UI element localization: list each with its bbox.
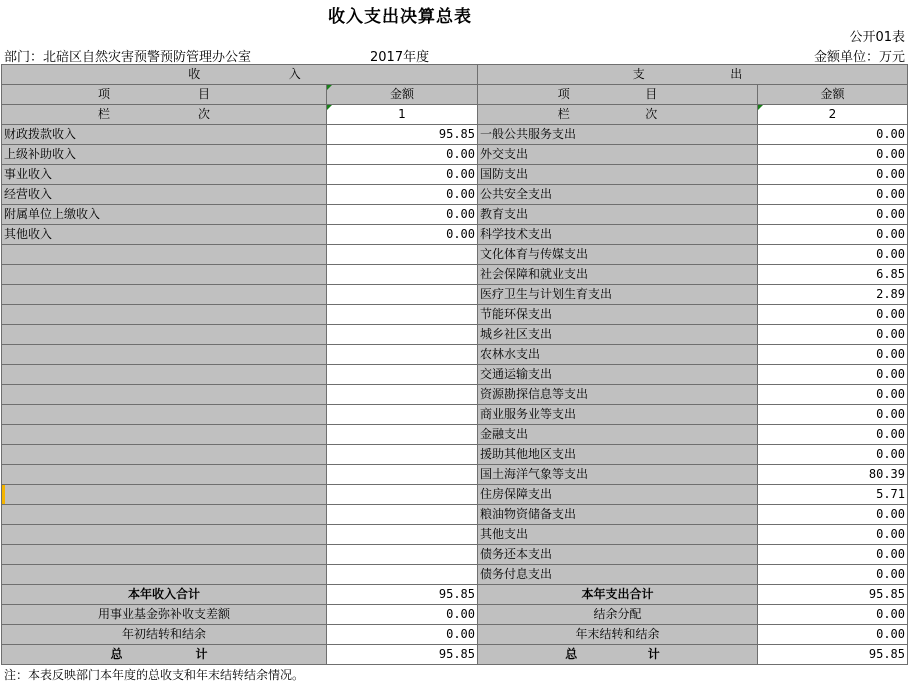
total-label-char: 计 — [647, 647, 660, 661]
income-amount-cell[interactable] — [327, 245, 478, 265]
income-item-cell[interactable] — [2, 545, 327, 565]
income-amount-cell[interactable] — [327, 265, 478, 285]
item-header-char: 目 — [645, 87, 658, 101]
income-item-cell[interactable]: 事业收入 — [2, 165, 327, 185]
column-no-char: 栏 — [557, 107, 570, 121]
income-item-cell[interactable] — [2, 405, 327, 425]
total-label-char: 计 — [195, 647, 208, 661]
item-header-char: 项 — [97, 87, 110, 101]
income-item-cell[interactable] — [2, 305, 327, 325]
table-row — [2, 205, 908, 225]
table-row — [2, 365, 908, 385]
income-amount-cell[interactable] — [327, 445, 478, 465]
table-row — [2, 145, 908, 165]
expense-column-no[interactable]: 2 — [758, 105, 908, 125]
expense-section-char: 出 — [730, 67, 743, 81]
expense-amount-cell[interactable]: 5.71 — [758, 485, 908, 505]
expense-amount-cell[interactable]: 0.00 — [758, 185, 908, 205]
table-row — [2, 465, 908, 485]
expense-amount-cell[interactable]: 0.00 — [758, 325, 908, 345]
expense-item-cell[interactable]: 节能环保支出 — [478, 305, 758, 325]
income-amount-cell[interactable]: 0.00 — [327, 225, 478, 245]
expense-item-cell[interactable]: 交通运输支出 — [478, 365, 758, 385]
total-label-char: 总 — [565, 647, 578, 661]
expense-amount-cell[interactable]: 0.00 — [758, 125, 908, 145]
expense-item-cell[interactable]: 金融支出 — [478, 425, 758, 445]
column-no-char: 次 — [645, 107, 658, 121]
table-row — [2, 325, 908, 345]
form-number: 公开01表 — [849, 30, 905, 45]
summary-expense-label[interactable]: 本年支出合计 — [478, 585, 758, 605]
amount-unit: 金额单位：万元 — [813, 50, 905, 65]
summary-income-label[interactable]: 用事业基金弥补收支差额 — [2, 605, 327, 625]
income-item-cell[interactable] — [2, 325, 327, 345]
income-amount-cell[interactable] — [327, 545, 478, 565]
income-item-cell[interactable] — [2, 345, 327, 365]
table-row — [2, 405, 908, 425]
department-label: 部门：北碚区自然灾害预警预防管理办公室 — [4, 50, 252, 65]
expense-item-cell[interactable]: 商业服务业等支出 — [478, 405, 758, 425]
expense-amount-cell[interactable]: 0.00 — [758, 365, 908, 385]
footnote: 注：本表反映部门本年度的总收支和年末结转结余情况。 — [4, 668, 305, 682]
expense-amount-cell[interactable]: 0.00 — [758, 525, 908, 545]
income-amount-cell[interactable] — [327, 505, 478, 525]
expense-amount-cell[interactable]: 0.00 — [758, 305, 908, 325]
income-amount-cell[interactable]: 0.00 — [327, 145, 478, 165]
income-item-cell[interactable] — [2, 425, 327, 445]
income-item-cell[interactable]: 经营收入 — [2, 185, 327, 205]
expense-item-cell[interactable]: 外交支出 — [478, 145, 758, 165]
table-row — [2, 185, 908, 205]
income-amount-cell[interactable]: 0.00 — [327, 165, 478, 185]
expense-amount-cell[interactable]: 0.00 — [758, 385, 908, 405]
expense-amount-cell[interactable]: 0.00 — [758, 505, 908, 525]
income-item-cell[interactable] — [2, 245, 327, 265]
column-no-char: 栏 — [97, 107, 110, 121]
expense-amount-header[interactable]: 金额 — [758, 85, 908, 105]
expense-item-cell[interactable]: 一般公共服务支出 — [478, 125, 758, 145]
table-row — [2, 305, 908, 325]
total-row — [2, 645, 908, 665]
table-row — [2, 445, 908, 465]
expense-item-cell[interactable]: 粮油物资储备支出 — [478, 505, 758, 525]
summary-expense-amount[interactable]: 0.00 — [758, 625, 908, 645]
table-row — [2, 425, 908, 445]
expense-item-cell[interactable]: 援助其他地区支出 — [478, 445, 758, 465]
income-item-cell[interactable]: 附属单位上缴收入 — [2, 205, 327, 225]
summary-row — [2, 585, 908, 605]
income-amount-cell[interactable] — [327, 565, 478, 585]
table-row — [2, 245, 908, 265]
table-row — [2, 285, 908, 305]
expense-item-cell[interactable]: 住房保障支出 — [478, 485, 758, 505]
table-row — [2, 385, 908, 405]
expense-item-cell[interactable]: 农林水支出 — [478, 345, 758, 365]
income-amount-cell[interactable] — [327, 405, 478, 425]
expense-amount-cell[interactable]: 0.00 — [758, 165, 908, 185]
income-item-cell[interactable] — [2, 525, 327, 545]
income-amount-cell[interactable] — [327, 345, 478, 365]
expense-amount-cell[interactable]: 0.00 — [758, 545, 908, 565]
income-amount-cell[interactable] — [327, 525, 478, 545]
table-row — [2, 165, 908, 185]
income-amount-cell[interactable] — [327, 305, 478, 325]
income-item-cell[interactable] — [2, 485, 327, 505]
total-expense-label[interactable] — [478, 645, 758, 665]
summary-income-amount[interactable]: 0.00 — [327, 625, 478, 645]
income-amount-cell[interactable] — [327, 465, 478, 485]
income-column-no[interactable]: 1 — [327, 105, 478, 125]
table-row — [2, 225, 908, 245]
income-amount-cell[interactable] — [327, 285, 478, 305]
income-amount-cell[interactable] — [327, 385, 478, 405]
income-item-cell[interactable] — [2, 385, 327, 405]
expense-item-cell[interactable]: 债务付息支出 — [478, 565, 758, 585]
income-item-header[interactable] — [2, 85, 327, 105]
summary-row — [2, 605, 908, 625]
income-item-cell[interactable]: 上级补助收入 — [2, 145, 327, 165]
expense-item-cell[interactable]: 债务还本支出 — [478, 545, 758, 565]
expense-section-char: 支 — [632, 67, 645, 81]
table-row — [2, 565, 908, 585]
summary-income-label[interactable]: 年初结转和结余 — [2, 625, 327, 645]
total-income-label[interactable] — [2, 645, 327, 665]
expense-item-cell[interactable]: 国土海洋气象等支出 — [478, 465, 758, 485]
table-row — [2, 485, 908, 505]
income-item-cell[interactable] — [2, 365, 327, 385]
expense-amount-cell[interactable]: 0.00 — [758, 145, 908, 165]
income-item-cell[interactable] — [2, 465, 327, 485]
summary-income-label[interactable]: 本年收入合计 — [2, 585, 327, 605]
total-income-amount[interactable]: 95.85 — [327, 645, 478, 665]
expense-item-cell[interactable]: 城乡社区支出 — [478, 325, 758, 345]
expense-amount-cell[interactable]: 0.00 — [758, 205, 908, 225]
income-item-cell[interactable] — [2, 445, 327, 465]
income-amount-cell[interactable]: 95.85 — [327, 125, 478, 145]
item-header-char: 项 — [557, 87, 570, 101]
expense-amount-cell[interactable]: 0.00 — [758, 405, 908, 425]
total-expense-amount[interactable]: 95.85 — [758, 645, 908, 665]
income-section-char: 入 — [288, 67, 301, 81]
income-section-header[interactable] — [2, 65, 478, 85]
income-amount-cell[interactable] — [327, 325, 478, 345]
summary-income-amount[interactable]: 0.00 — [327, 605, 478, 625]
table-row — [2, 505, 908, 525]
income-section-char: 收 — [188, 67, 201, 81]
summary-expense-amount[interactable]: 0.00 — [758, 605, 908, 625]
income-amount-cell[interactable]: 0.00 — [327, 185, 478, 205]
expense-item-cell[interactable]: 文化体育与传媒支出 — [478, 245, 758, 265]
expense-item-cell[interactable]: 公共安全支出 — [478, 185, 758, 205]
income-amount-cell[interactable]: 0.00 — [327, 205, 478, 225]
summary-expense-amount[interactable]: 95.85 — [758, 585, 908, 605]
income-amount-header[interactable]: 金额 — [327, 85, 478, 105]
income-item-cell[interactable] — [2, 285, 327, 305]
income-amount-cell[interactable] — [327, 425, 478, 445]
expense-item-cell[interactable]: 科学技术支出 — [478, 225, 758, 245]
income-column-no-label[interactable] — [2, 105, 327, 125]
summary-income-amount[interactable]: 95.85 — [327, 585, 478, 605]
expense-item-cell[interactable]: 资源勘探信息等支出 — [478, 385, 758, 405]
income-item-cell[interactable] — [2, 265, 327, 285]
expense-item-cell[interactable]: 医疗卫生与计划生育支出 — [478, 285, 758, 305]
expense-amount-cell[interactable]: 0.00 — [758, 565, 908, 585]
expense-amount-cell[interactable]: 0.00 — [758, 445, 908, 465]
expense-amount-cell[interactable]: 6.85 — [758, 265, 908, 285]
expense-item-cell[interactable]: 社会保障和就业支出 — [478, 265, 758, 285]
summary-expense-label[interactable]: 年末结转和结余 — [478, 625, 758, 645]
income-amount-cell[interactable] — [327, 485, 478, 505]
item-header-char: 目 — [197, 87, 210, 101]
expense-amount-cell[interactable]: 0.00 — [758, 345, 908, 365]
expense-item-cell[interactable]: 国防支出 — [478, 165, 758, 185]
expense-amount-cell[interactable]: 80.39 — [758, 465, 908, 485]
page-title: 收入支出决算总表 — [328, 7, 472, 27]
expense-amount-cell[interactable]: 0.00 — [758, 425, 908, 445]
expense-item-header[interactable] — [478, 85, 758, 105]
income-item-cell[interactable] — [2, 565, 327, 585]
expense-amount-cell[interactable]: 2.89 — [758, 285, 908, 305]
income-amount-cell[interactable] — [327, 365, 478, 385]
table-row — [2, 265, 908, 285]
summary-row — [2, 625, 908, 645]
table-row — [2, 525, 908, 545]
summary-expense-label[interactable]: 结余分配 — [478, 605, 758, 625]
income-item-cell[interactable] — [2, 505, 327, 525]
column-no-char: 次 — [197, 107, 210, 121]
expense-item-cell[interactable]: 教育支出 — [478, 205, 758, 225]
expense-section-header[interactable] — [478, 65, 908, 85]
expense-amount-cell[interactable]: 0.00 — [758, 225, 908, 245]
table-row — [2, 125, 908, 145]
fiscal-year: 2017年度 — [370, 50, 430, 65]
income-item-cell[interactable]: 财政拨款收入 — [2, 125, 327, 145]
expense-item-cell[interactable]: 其他支出 — [478, 525, 758, 545]
income-item-cell[interactable]: 其他收入 — [2, 225, 327, 245]
table-row — [2, 545, 908, 565]
expense-column-no-label[interactable] — [478, 105, 758, 125]
total-label-char: 总 — [110, 647, 123, 661]
budget-table — [1, 64, 908, 665]
table-row — [2, 345, 908, 365]
expense-amount-cell[interactable]: 0.00 — [758, 245, 908, 265]
